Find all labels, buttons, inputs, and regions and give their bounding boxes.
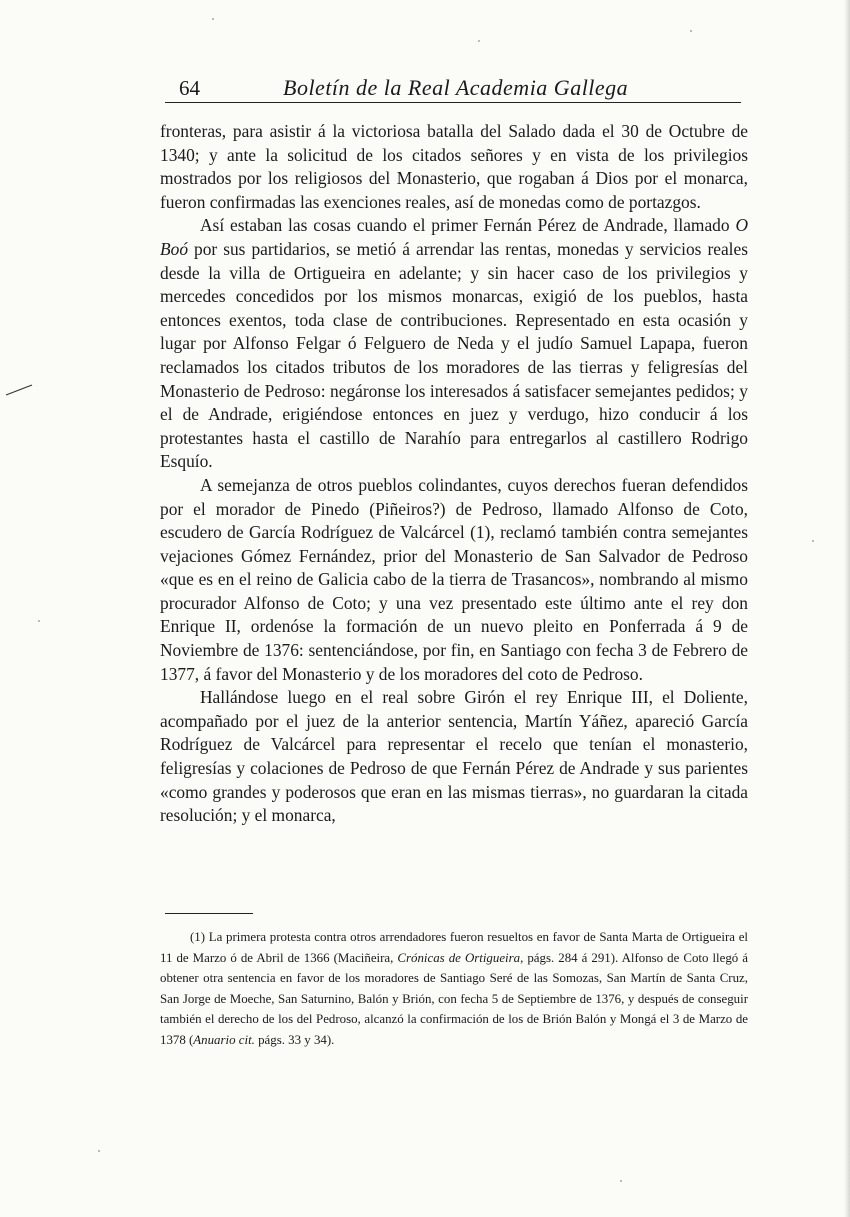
scan-speck <box>98 1150 100 1152</box>
footnote-italic-2: Anuario cit. <box>193 1032 255 1047</box>
footnote-text-2: , págs. 284 á 291). Alfonso de Coto llegó á obtener otra sentencia en favor de los moradores de Santiago Seré de las Somozas, San Martín de Santa Cruz, San Jorge de Moeche, San Saturnino, Balón y Brión, con fecha 5 de Septiembre de 1376, y después de conseguir también el derecho de los del Pedroso, alcanzó la confirmación de los de Brión Balón y Mongá el 3 de Marzo de 1378 ( <box>160 950 748 1047</box>
footnote-italic-1: Crónicas de Ortigueira <box>397 950 521 965</box>
paragraph-2 <box>160 214 748 474</box>
paragraph-1: fronteras, para asistir á la victoriosa batalla del Salado dada el 30 de Octubre de 1340; y ante la solicitud de los citados señores y en vista de los privilegios mostrados por los religiosos del Monasterio, que rogaban á Dios por el monarca, fueron confirmadas las exenciones reales, así de monedas como de portazgos. <box>160 121 748 212</box>
footnote-1 <box>160 927 748 1050</box>
main-text <box>160 120 748 828</box>
scan-speck <box>690 30 692 32</box>
paragraph-4: Hallándose luego en el real sobre Girón el rey Enrique III, el Doliente, acompañado por el juez de la anterior sentencia, Martín Yáñez, apareció García Rodríguez de Valcárcel para representar el recelo que tenían el monasterio, feligresías y colaciones de Pedroso de que Fernán Pérez de Andrade y sus parientes «como grandes y poderosos que eran en las mismas tierras», no guardaran la citada resolución; y el monarca, <box>160 687 748 826</box>
scan-speck <box>620 1180 622 1182</box>
scan-speck <box>812 540 814 542</box>
paragraph-3: A semejanza de otros pueblos colindantes, cuyos derechos fueran defendidos por el morador de Pinedo (Piñeiros?) de Pedroso, llamado Alfonso de Coto, escudero de García Rodríguez de Valcárcel (1), reclamó también contra semejantes vejaciones Gómez Fernández, prior del Monasterio de San Salvador de Pedroso «que es en el reino de Galicia cabo de la tierra de Trasancos», nombrando al mismo procurador Alfonso de Coto; y una vez presentado este último ante el rey don Enrique II, ordenóse la formación de un nuevo pleito en Ponferrada á 9 de Noviembre de 1376: sentenciándose, por fin, en Santiago con fecha 3 de Febrero de 1377, á favor del Monasterio y de los moradores del coto de Pedroso. <box>160 474 748 684</box>
running-title: Boletín de la Real Academia Gallega <box>283 75 629 100</box>
paragraph-2-start: Así estaban las cosas cuando el primer Fernán Pérez de Andrade, llamado <box>200 215 736 236</box>
nickname-italic: O Boó <box>160 215 748 259</box>
footnote-text-3: págs. 33 y 34). <box>254 1032 335 1047</box>
page-edge-shadow <box>844 0 850 1217</box>
footnote-rule <box>165 913 253 914</box>
scan-speck <box>212 18 214 20</box>
page-number: 64 <box>179 76 200 100</box>
margin-pencil-mark <box>4 383 34 397</box>
scan-speck <box>38 620 40 622</box>
scan-speck <box>478 40 480 42</box>
footnote-text-1: (1) La primera protesta contra otros arrendadores fueron resueltos en favor de Santa Marta de Ortigueira el 11 de Marzo ó de Abril de 1366 (Maciñeira, <box>160 930 748 965</box>
paragraph-2-rest: por sus partidarios, se metió á arrendar las rentas, monedas y servicios reales desde la villa de Ortigueira en adelante; y sin hacer caso de los privilegios y mercedes concedidos por los mismos monarcas, exigió de los pueblos, hasta entonces exentos, toda clase de contribuciones. Representado en esta ocasión y lugar por Alfonso Felgar ó Felguero de Neda y el judío Samuel Lapapa, fueron reclamados los citados tributos de los moradores de las tierras y feligresías del Monasterio de Pedroso: negáronse los interesados á satisfacer semejantes pedidos; y el de Andrade, erigiéndose entonces en juez y verdugo, hizo conducir á los protestantes hasta el castillo de Narahío para entregarlos al castillero Rodrigo Esquío. <box>160 238 748 472</box>
header-rule <box>165 102 741 103</box>
page-header <box>165 74 741 102</box>
